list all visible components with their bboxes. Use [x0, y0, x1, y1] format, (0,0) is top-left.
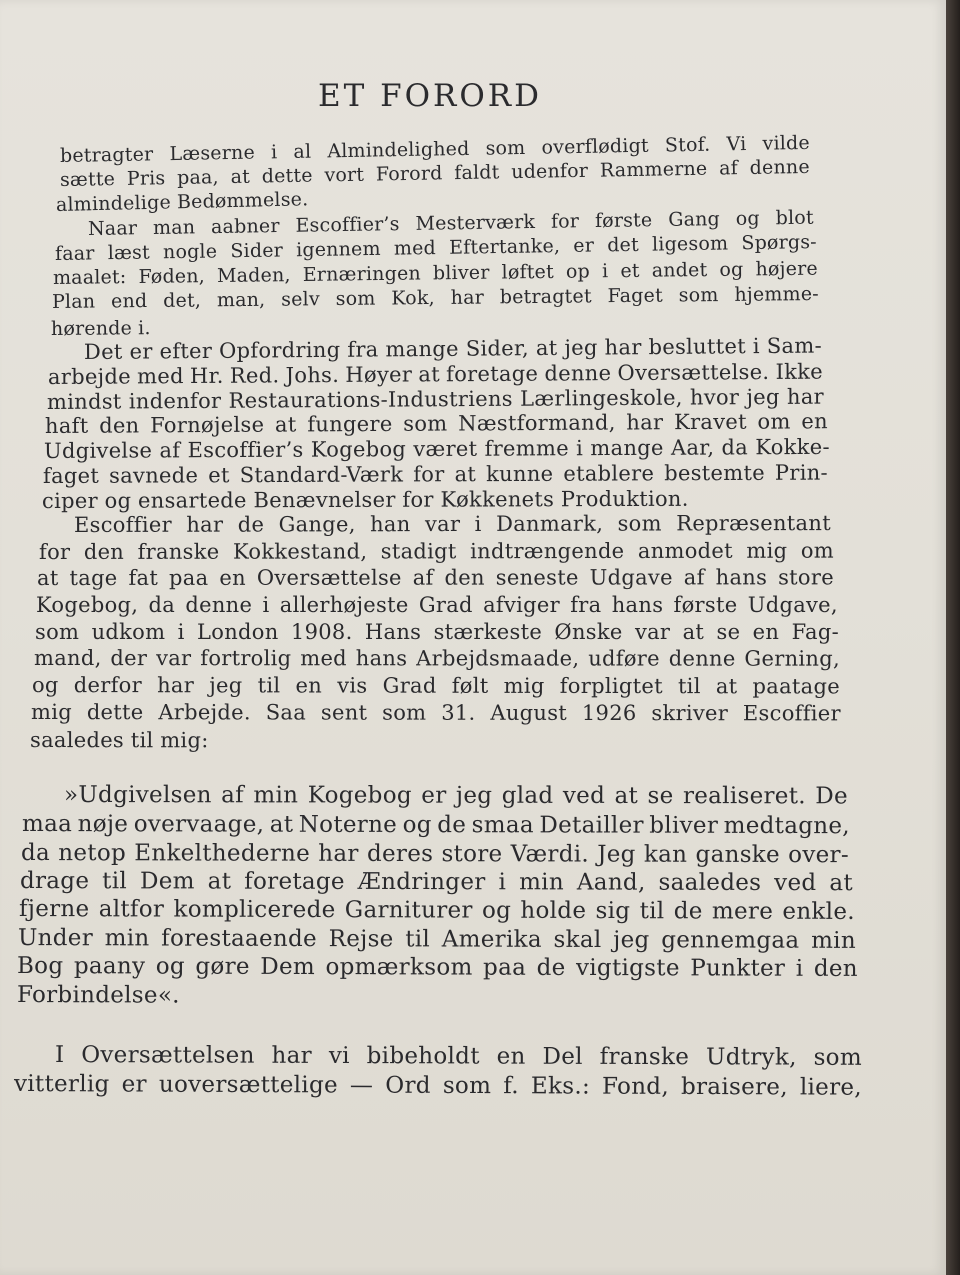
text-line: da netop Enkelthederne har deres store Værdi. Jeg kan ganske over-: [20, 840, 849, 869]
text-line: Det er efter Opfordring fra mange Sider, at jeg har besluttet i Sam-: [83, 333, 823, 364]
text-line: »Udgivelsen af min Kogebog er jeg glad ved at se realiseret. De: [63, 782, 848, 810]
text-line: faget savnede et Standard-Værk for at kunne etablere bestemte Prin-: [42, 460, 828, 488]
book-edge: [946, 0, 960, 1275]
text-line: hørende i.: [50, 317, 151, 340]
text-line: faar læst nogle Sider igennem med Eftertanke, er det ligesom Spørgs-: [54, 231, 817, 265]
text-line: saaledes til mig:: [29, 728, 209, 753]
text-line: sætte Pris paa, at dette vort Forord faldt udenfor Rammerne af denne: [59, 155, 811, 191]
text-line: Kogebog, da denne i allerhøjeste Grad afviger fra hans første Udgave,: [36, 593, 838, 617]
text-line: at tage fat paa en Oversættelse af den seneste Udgave af hans store: [36, 565, 834, 590]
text-line: Udgivelse af Escoffier’s Kogebog været fremme i mange Aar, da Kokke-: [43, 434, 830, 463]
text-line: vitterlig er uoversættelige — Ord som f. Eks.: Fond, braisere, liere,: [13, 1071, 863, 1101]
text-line: mand, der var fortrolig med hans Arbejdsmaade, udføre denne Gerning,: [33, 646, 840, 671]
text-line: maalet: Føden, Maden, Ernæringen bliver løftet op i et andet og højere: [52, 257, 818, 289]
text-line: ciper og ensartede Benævnelser for Køkkenets Produktion.: [41, 486, 689, 513]
text-line: Under min forestaaende Rejse til Amerika skal jeg gennemgaa min: [17, 925, 857, 954]
text-line: mig dette Arbejde. Saa sent som 31. August 1926 skriver Escoffier: [30, 700, 841, 726]
text-line: haft den Fornøjelse at fungere som Næstformand, har Kravet om en: [44, 409, 829, 438]
text-line: betragter Læserne i al Almindelighed som overflødigt Stof. Vi vilde: [59, 131, 811, 167]
text-line: I Oversættelsen har vi bibeholdt en Del franske Udtryk, som: [54, 1042, 863, 1071]
text-line: Plan end det, man, selv som Kok, har betragtet Faget som hjemme-: [51, 282, 819, 313]
text-line: Bog paany og gøre Dem opmærksom paa de vigtigste Punkter i den: [16, 953, 858, 982]
text-line: almindelige Bedømmelse.: [55, 188, 309, 216]
text-line: maa nøje overvaage, at Noterne og de smaa Detailler bliver medtagne,: [21, 811, 850, 840]
page-title: ET FORORD: [317, 78, 543, 114]
text-line: fjerne altfor komplicerede Garniturer og holde sig til de mere enkle.: [18, 896, 855, 925]
text-line: som udkom i London 1908. Hans stærkeste Ønske var at se en Fag-: [35, 620, 839, 644]
text-line: Escoffier har de Gange, han var i Danmark, som Repræsentant: [73, 511, 831, 537]
text-line: for den franske Kokkestand, stadigt indtrængende anmodet mig om: [38, 538, 834, 564]
text-line: Forbindelse«.: [16, 982, 180, 1009]
text-line: Naar man aabner Escoffier’s Mesterværk for første Gang og blot: [87, 206, 814, 240]
text-line: og derfor har jeg til en vis Grad følt mig forpligtet til at paatage: [31, 673, 840, 699]
text-line: mindst indenfor Restaurations-Industriens Lærlingeskole, hvor jeg har: [46, 384, 825, 414]
text-line: drage til Dem at foretage Ændringer i min Aand, saaledes ved at: [19, 868, 853, 897]
text-line: arbejde med Hr. Red. Johs. Høyer at foretage denne Oversættelse. Ikke: [47, 359, 824, 389]
